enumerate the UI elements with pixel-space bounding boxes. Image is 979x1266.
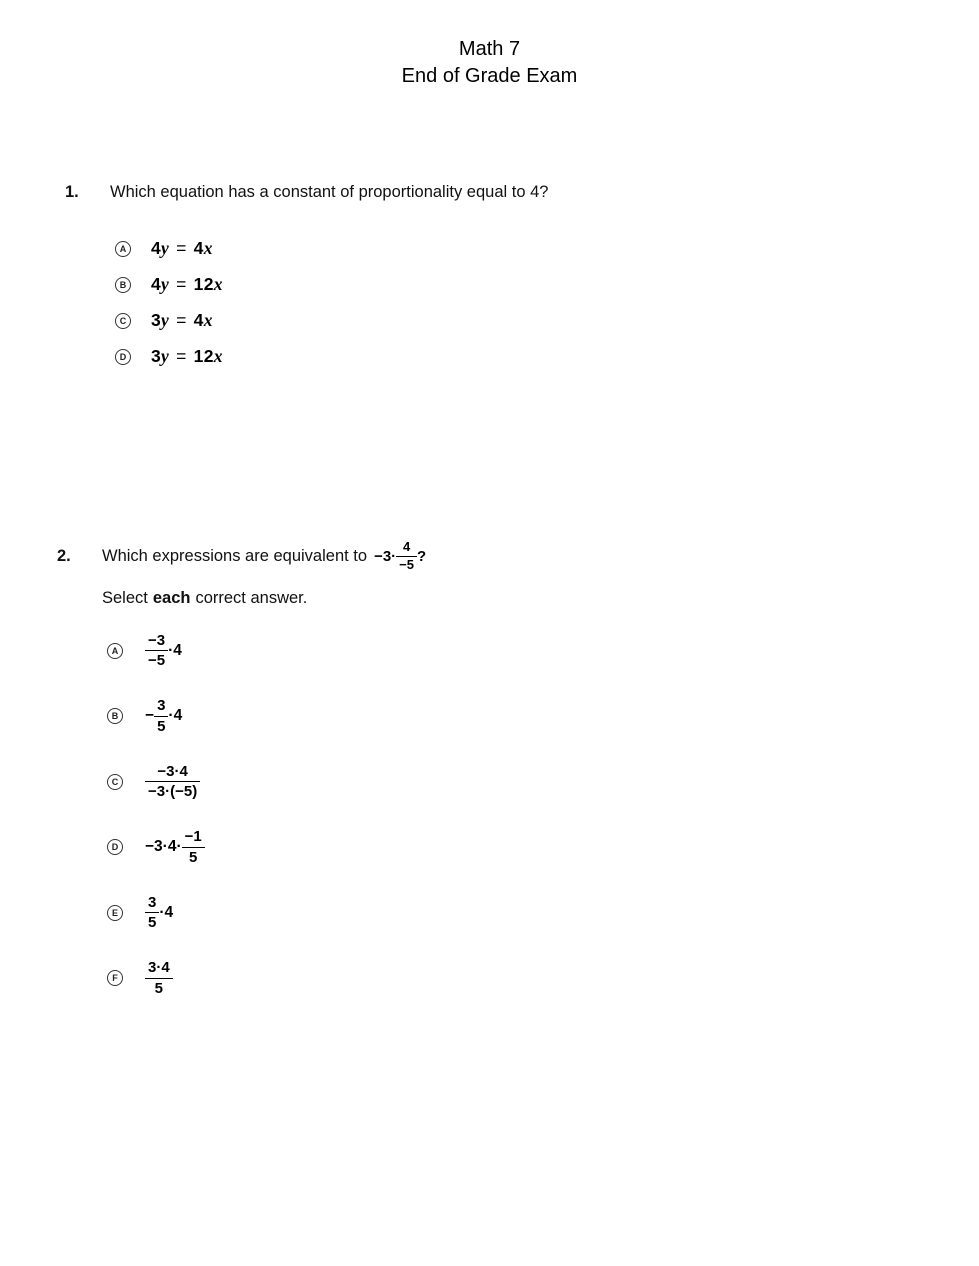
right-var: x xyxy=(203,310,213,330)
q2-option-c-expression xyxy=(145,763,200,801)
equals-sign: = xyxy=(176,274,187,294)
right-var: x xyxy=(213,346,223,366)
q1-option-d-equation xyxy=(151,346,223,367)
expr-suffix: ·4 xyxy=(168,707,183,725)
question-2-instruction xyxy=(102,589,937,608)
fraction-denominator: 5 xyxy=(189,848,198,866)
answer-bubble-q1-b[interactable]: B xyxy=(115,277,131,293)
question-2-header xyxy=(57,540,937,573)
q2-option-f-expression xyxy=(145,959,173,997)
answer-bubble-q2-a[interactable]: A xyxy=(107,643,123,659)
fraction-denominator: −5 xyxy=(148,652,166,670)
left-coef: 4 xyxy=(151,274,162,294)
question-2-text xyxy=(102,540,426,573)
right-coef: 12 xyxy=(193,346,214,366)
question-2-number: 2. xyxy=(57,546,71,565)
q2-option-a xyxy=(107,632,937,670)
fraction-numerator: −1 xyxy=(182,828,205,847)
q2-option-e-expression xyxy=(145,894,173,932)
q2-option-d-expression xyxy=(145,828,205,866)
q2-option-b xyxy=(107,697,937,735)
fraction-numerator: −3·4 xyxy=(145,763,200,782)
fraction-denominator: 5 xyxy=(157,717,166,735)
question-1-header xyxy=(65,183,925,202)
right-var: x xyxy=(203,238,213,258)
q2-option-e xyxy=(107,894,937,932)
equals-sign: = xyxy=(176,310,187,330)
answer-bubble-q2-c[interactable]: C xyxy=(107,774,123,790)
q2-option-c xyxy=(107,763,937,801)
expr-prefix: − xyxy=(145,707,155,725)
right-coef: 4 xyxy=(193,238,204,258)
answer-bubble-q2-e[interactable]: E xyxy=(107,905,123,921)
fraction-numerator: 3 xyxy=(154,697,168,716)
equals-sign: = xyxy=(176,346,187,366)
fraction xyxy=(145,763,200,801)
fraction-numerator: 3·4 xyxy=(145,959,173,978)
fraction xyxy=(145,959,173,997)
question-1-text: Which equation has a constant of proportionality equal to 4? xyxy=(110,183,549,201)
question-2-expression xyxy=(374,540,426,573)
right-coef: 4 xyxy=(193,310,204,330)
expression-prefix: −3· xyxy=(374,547,397,565)
right-var: x xyxy=(213,274,223,294)
left-var: y xyxy=(161,346,170,366)
fraction xyxy=(154,697,168,735)
answer-bubble-q1-d[interactable]: D xyxy=(115,349,131,365)
left-coef: 3 xyxy=(151,346,162,366)
left-coef: 3 xyxy=(151,310,162,330)
answer-bubble-q1-c[interactable]: C xyxy=(115,313,131,329)
exam-title-line1: Math 7 xyxy=(458,38,521,60)
q1-option-a-equation xyxy=(151,238,213,259)
exam-title xyxy=(0,36,979,90)
expr-suffix: ·4 xyxy=(159,903,174,921)
question-1-options xyxy=(115,238,925,367)
left-var: y xyxy=(161,238,170,258)
instruction-bold: each xyxy=(152,588,191,607)
fraction-denominator: −5 xyxy=(399,556,414,572)
q1-option-d xyxy=(115,346,925,367)
q1-option-b-equation xyxy=(151,274,223,295)
q1-option-c-equation xyxy=(151,310,213,331)
fraction-numerator: 3 xyxy=(145,894,159,913)
question-1 xyxy=(65,183,925,382)
answer-bubble-q1-a[interactable]: A xyxy=(115,241,131,257)
question-2 xyxy=(57,540,937,1025)
q1-option-b xyxy=(115,274,925,295)
left-coef: 4 xyxy=(151,238,162,258)
q2-option-b-expression xyxy=(145,697,182,735)
expr-suffix: ·4 xyxy=(168,641,182,659)
right-coef: 12 xyxy=(193,274,214,294)
answer-bubble-q2-d[interactable]: D xyxy=(107,839,123,855)
q2-option-f xyxy=(107,959,937,997)
fraction xyxy=(396,540,417,573)
left-var: y xyxy=(161,310,170,330)
fraction xyxy=(145,632,168,670)
exam-title-line2: End of Grade Exam xyxy=(401,65,578,87)
equals-sign: = xyxy=(176,238,187,258)
q2-option-a-expression xyxy=(145,632,182,670)
answer-bubble-q2-f[interactable]: F xyxy=(107,970,123,986)
question-2-options xyxy=(107,632,937,997)
fraction-numerator: 4 xyxy=(396,540,417,557)
question-mark: ? xyxy=(417,547,427,565)
fraction-denominator: −3·(−5) xyxy=(148,783,198,801)
fraction-denominator: 5 xyxy=(154,979,164,997)
q1-option-a xyxy=(115,238,925,259)
answer-bubble-q2-b[interactable]: B xyxy=(107,708,123,724)
expr-prefix: −3·4· xyxy=(145,838,182,856)
q2-option-d xyxy=(107,828,937,866)
instruction-post: correct answer. xyxy=(195,588,308,607)
fraction xyxy=(145,894,159,932)
instruction-pre: Select xyxy=(102,588,148,607)
question-1-number: 1. xyxy=(65,183,79,201)
fraction-numerator: −3 xyxy=(145,632,168,651)
question-2-text-before: Which expressions are equivalent to xyxy=(102,546,368,565)
fraction-denominator: 5 xyxy=(148,914,157,932)
fraction xyxy=(182,828,205,866)
left-var: y xyxy=(161,274,170,294)
q1-option-c xyxy=(115,310,925,331)
